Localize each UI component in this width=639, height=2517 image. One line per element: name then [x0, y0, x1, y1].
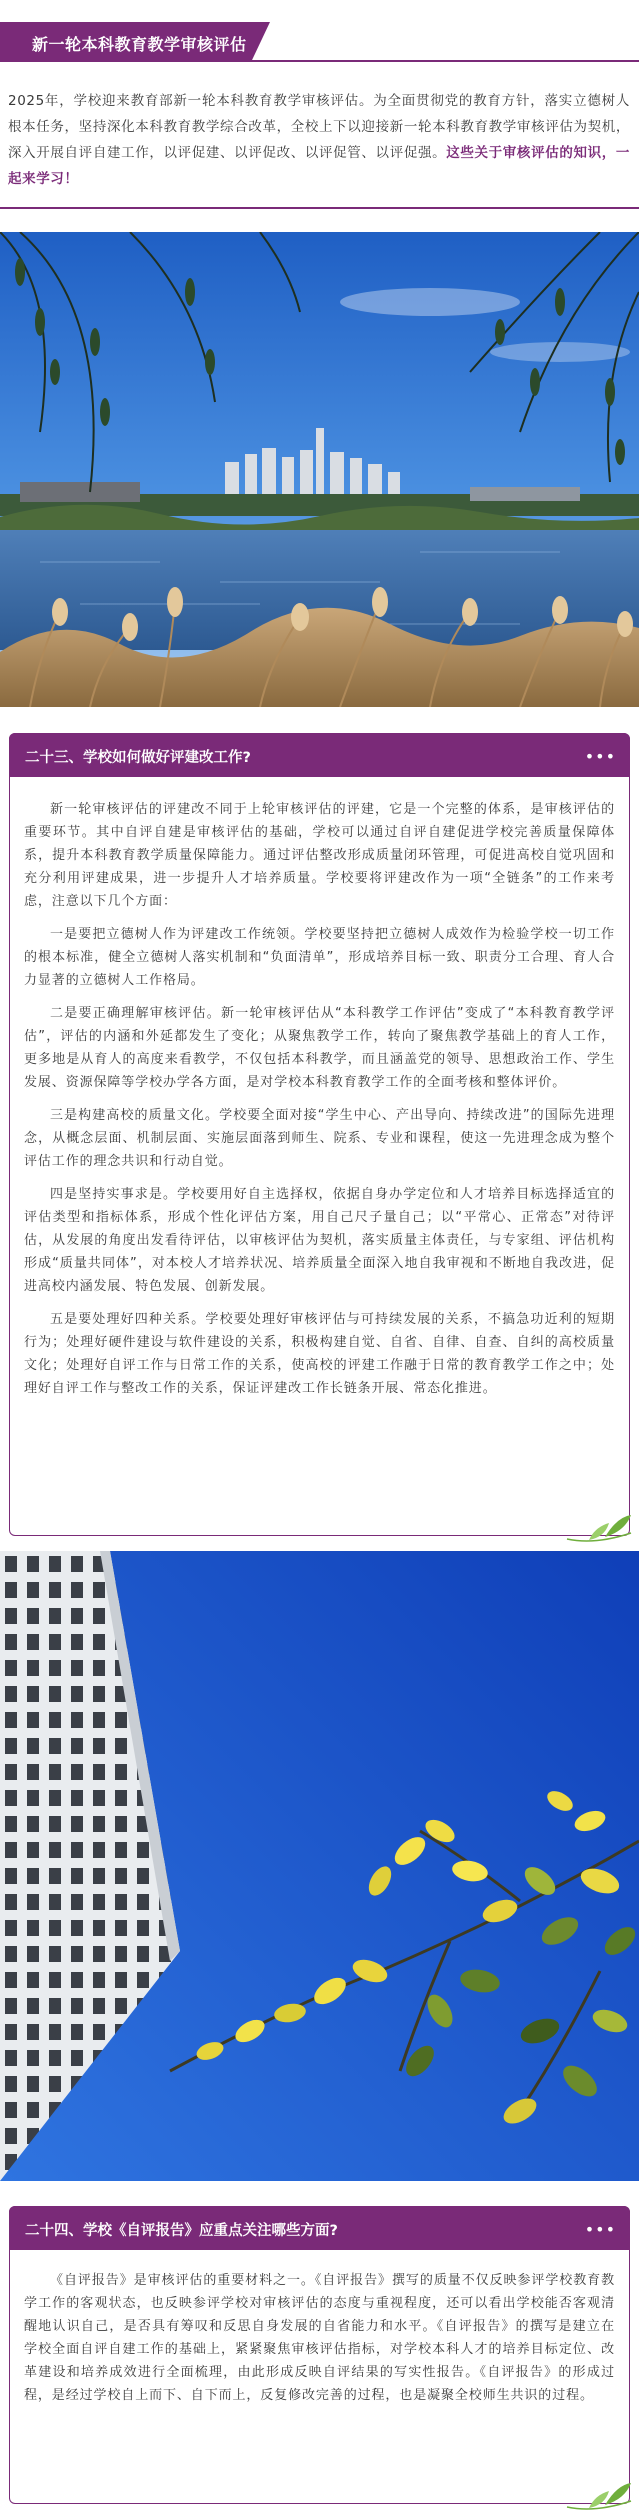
- intro-divider: [0, 207, 639, 209]
- intro-text: 2025年，学校迎来教育部新一轮本科教育教学审核评估。为全面贯彻党的教育方针，落实立德树人根本任务，坚持深化本科教育教学综合改革，全校上下以迎接新一轮本科教育教学审核评估为契机，深入开展自评自建工作，以评促建、以评促改、以评促管、以评促强。: [8, 93, 630, 161]
- paragraph: 四是坚持实事求是。学校要用好自主选择权，依据自身办学定位和人才培养目标选择适宜的评估类型和指标体系，形成个性化评估方案，用自己尺子量自己；以“平常心、正常态”对待评估，从发展的角度出发看待评估，以审核评估为契机，落实质量主体责任，与专家组、评估机构形成“质量共同体”，对本校人才培养状况、培养质量全面深入地自我审视和不断地自我改进，促进高校内涵发展、特色发展、创新发展。: [24, 1187, 615, 1294]
- more-dots-icon[interactable]: •••: [584, 747, 616, 766]
- intro-highlight: 这些关于审核评估的知识，一起来学习！: [8, 145, 630, 187]
- paragraph: 五是要处理好四种关系。学校要处理好审核评估与可持续发展的关系，不搞急功近利的短期行为；处理好硬件建设与软件建设的关系，积极构建自觉、自省、自律、自查、自纠的高校质量文化；处理好自评工作与日常工作的关系，使高校的评建工作融于日常的教育教学工作之中；处理好自评工作与整改工作的关系，保证评建改工作长链条开展、常态化推进。: [24, 1312, 615, 1396]
- paragraph: 一是要把立德树人作为评建改工作统领。学校要坚持把立德树人成效作为检验学校一切工作的根本标准，健全立德树人落实机制和“负面清单”，形成培养目标一致、职责分工合理、育人合力显著的立德树人工作格局。: [24, 927, 615, 988]
- more-dots-icon[interactable]: •••: [584, 2220, 616, 2239]
- section-header: [9, 733, 630, 777]
- section-card-24: [9, 2206, 630, 2504]
- header-rule: [0, 60, 639, 62]
- paragraph: 新一轮审核评估的评建改不同于上轮审核评估的评建，它是一个完整的体系，是审核评估的重要环节。其中自评自建是审核评估的基础，学校可以通过自评自建促进学校完善质量保障体系，提升本科教育教学质量保障能力。通过评估整改形成质量闭环管理，可促进高校自觉巩固和充分利用评建成果，进一步提升人才培养质量。学校要将评建改作为一项“全链条”的工作来考虑，注意以下几个方面：: [24, 802, 615, 909]
- intro-paragraph: [8, 88, 630, 192]
- section-card-23: [9, 733, 630, 1536]
- building-leaves-photo: [0, 1551, 639, 2181]
- paragraph: 《自评报告》是审核评估的重要材料之一。《自评报告》撰写的质量不仅反映参评学校教育教学工作的客观状态，也反映参评学校对审核评估的态度与重视程度，还可以看出学校能否客观清醒地认识自己，是否具有筹叹和反思自身发展的自省能力和水平。《自评报告》的撰写是建立在学校全面自评自建工作的基础上，紧紧聚焦审核评估指标，对学校本科人才的培养目标定位、改革建设和培养成效进行全面梳理，由此形成反映自评结果的写实性报告。《自评报告》的形成过程，是经过学校自上而下、自下而上，反复修改完善的过程，也是凝聚全校师生共识的过程。: [24, 2273, 615, 2403]
- section-title: 二十三、学校如何做好评建改工作?: [25, 750, 251, 766]
- page-title: 新一轮本科教育教学审核评估: [32, 35, 247, 54]
- section-body: [24, 2269, 615, 2417]
- section-body: [24, 798, 615, 1410]
- leaf-icon: [565, 1509, 635, 1549]
- section-title: 二十四、学校《自评报告》应重点关注哪些方面?: [25, 2223, 338, 2239]
- paragraph: 三是构建高校的质量文化。学校要全面对接“学生中心、产出导向、持续改进”的国际先进理念，从概念层面、机制层面、实施层面落到师生、院系、专业和课程，使这一先进理念成为整个评估工作的理念共识和行动自觉。: [24, 1108, 615, 1169]
- paragraph: 二是要正确理解审核评估。新一轮审核评估从“本科教学工作评估”变成了“本科教育教学评估”，评估的内涵和外延都发生了变化；从聚焦教学工作，转向了聚焦教学基础上的育人工作，更多地是从育人的高度来看教学，不仅包括本科教学，而且涵盖党的领导、思想政治工作、学生发展、资源保障等学校办学各方面，是对学校本科教育教学工作的全面考核和整体评价。: [24, 1006, 615, 1090]
- page-header: [0, 0, 639, 70]
- lake-skyline-photo: [0, 232, 639, 707]
- section-header: [9, 2206, 630, 2250]
- leaf-icon: [565, 2477, 635, 2517]
